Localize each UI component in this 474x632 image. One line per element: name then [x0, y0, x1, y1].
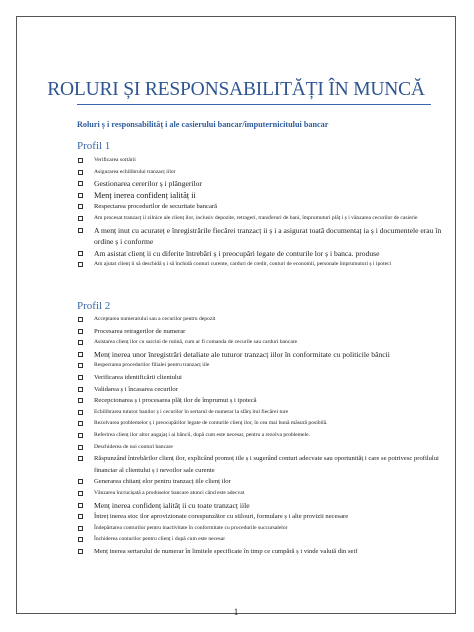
square-bullet-icon	[78, 193, 83, 198]
list-item: Respectarea procedurilor filialei pentru tranzacț iile	[77, 360, 457, 372]
list-item: Asistarea clienț ilor cu sarcini de rutină, cum ar fi comanda de cecurile sau carduri bancare	[77, 337, 457, 349]
list-item: Închiderea conturilor pentru clienț i după cum este necesar	[77, 534, 457, 546]
list-item: Am procesat tranzacț ii zilnice ale clienț ilor, inclusiv depozite, retrageri, transferuri de bani, împrumuturi plăț i ș i vânzarea cecurilor de casierie	[77, 213, 457, 225]
square-bullet-icon	[78, 352, 83, 357]
square-bullet-icon	[78, 181, 83, 186]
profile-2-list	[77, 314, 457, 557]
square-bullet-icon	[78, 387, 83, 392]
profile-2-heading: Profil 2	[77, 300, 111, 312]
list-item: Asigurarea echilibrului tranzacț iilor	[77, 167, 457, 179]
square-bullet-icon	[78, 398, 83, 403]
list-item: Generarea chitanț elor pentru tranzacț iile clienț ilor	[77, 476, 457, 488]
square-bullet-icon	[78, 204, 83, 209]
profile-1-list	[77, 155, 457, 271]
list-item: Gestionarea cererilor ș i plângerilor	[77, 178, 457, 190]
square-bullet-icon	[78, 363, 83, 368]
document-page	[16, 16, 456, 617]
square-bullet-icon	[78, 262, 83, 267]
square-bullet-icon	[78, 228, 83, 233]
square-bullet-icon	[78, 514, 83, 519]
list-item: Menț inerea confidenț ialităț ii cu toate tranzacț iile	[77, 500, 457, 512]
square-bullet-icon	[78, 526, 83, 531]
list-item: Procesarea retragerilor de numerar	[77, 326, 457, 338]
square-bullet-icon	[78, 158, 83, 163]
list-item: Îndepărtarea conturilor pentru inactivitate în conformitate cu procedurile succursalelor	[77, 523, 457, 535]
list-item: Deschiderea de noi conturi bancare	[77, 442, 457, 454]
square-bullet-icon	[78, 549, 83, 554]
list-item: Recepcionarea ș i procesarea plăț ilor de împrumut ș i ipotecă	[77, 395, 457, 407]
list-item: Menț inerea unor înregistrări detaliate ale tuturor tranzacț iilor în conformitate cu politicile băncii	[77, 349, 457, 361]
square-bullet-icon	[78, 329, 83, 334]
list-item: Răspunzând întrebărilor clienț ilor, explicând promoț iile ș i sugerând conturi adecvate sau oportunităț i care se potrivesc profilului financiar al clientului ș i nevoilor sale curente	[77, 453, 457, 476]
title-underline	[77, 104, 431, 105]
page-title: ROLURI ȘI RESPONSABILITĂȚI ÎN MUNCĂ	[47, 79, 425, 100]
square-bullet-icon	[78, 251, 83, 256]
list-item: Întreț inerea stoc ilor aprovizionate corespunzător cu stilouri, formulare ș i alte provizii necesare	[77, 511, 457, 523]
list-item: Vânzarea încrucișată a produselor bancare atunci când este adecvat	[77, 488, 457, 500]
list-item: Am ajutat clienț ii să deschidă ș i să închidă conturi curente, carduri de credit, conturi de economii, personale împrumuturi ș i ipoteci	[77, 259, 457, 271]
list-item: Verificarea sortării	[77, 155, 457, 167]
list-item: Rezolvarea problemelor ș i preocupărilor legate de conturile clienț ilor, în cea mai bună măsură posibilă.	[77, 418, 457, 430]
square-bullet-icon	[78, 491, 83, 496]
square-bullet-icon	[78, 421, 83, 426]
list-item: Validarea ș i încasarea cecurilor	[77, 384, 457, 396]
profile-1-heading: Profil 1	[77, 140, 111, 152]
square-bullet-icon	[78, 503, 83, 508]
square-bullet-icon	[78, 479, 83, 484]
list-item: Acceptarea numerarului sau a cecurilor pentru depozit	[77, 314, 457, 326]
square-bullet-icon	[78, 340, 83, 345]
square-bullet-icon	[78, 317, 83, 322]
list-item: Am asistat clienț ii cu diferite întrebări ș i preocupări legate de conturile lor ș i banca. produse	[77, 248, 457, 260]
list-item: Referirea clienț ilor altor angajaț i ai băncii, după cum este necesar, pentru a rezolva problemele.	[77, 430, 457, 442]
square-bullet-icon	[78, 410, 83, 415]
square-bullet-icon	[78, 537, 83, 542]
section-subtitle: Roluri ș i responsabilităț i ale casierului bancar/împuternicitului bancar	[77, 120, 329, 129]
square-bullet-icon	[78, 456, 83, 461]
square-bullet-icon	[78, 216, 83, 221]
list-item: Echilibrarea tuturor banilor ș i cecurilor în sertarul de numerar la sfârș itul fiecărei ture	[77, 407, 457, 419]
square-bullet-icon	[78, 445, 83, 450]
square-bullet-icon	[78, 375, 83, 380]
list-item: Verificarea identificării clientului	[77, 372, 457, 384]
square-bullet-icon	[78, 170, 83, 175]
list-item: Menț inerea confidenț ialităț ii	[77, 190, 457, 202]
list-item: A menț inut cu acurateț e înregistrările fiecărei tranzacț ii ș i a asigurat toată documentaț ia ș i documentele erau în ordine ș i conforme	[77, 225, 457, 248]
square-bullet-icon	[78, 433, 83, 438]
list-item: Respectarea procedurilor de securitate bancară	[77, 201, 457, 213]
page-number: 1	[233, 607, 239, 617]
list-item: Menț inerea sertarului de numerar în limitele specificate în timp ce cumpără ș i vinde valută din seif	[77, 546, 457, 558]
